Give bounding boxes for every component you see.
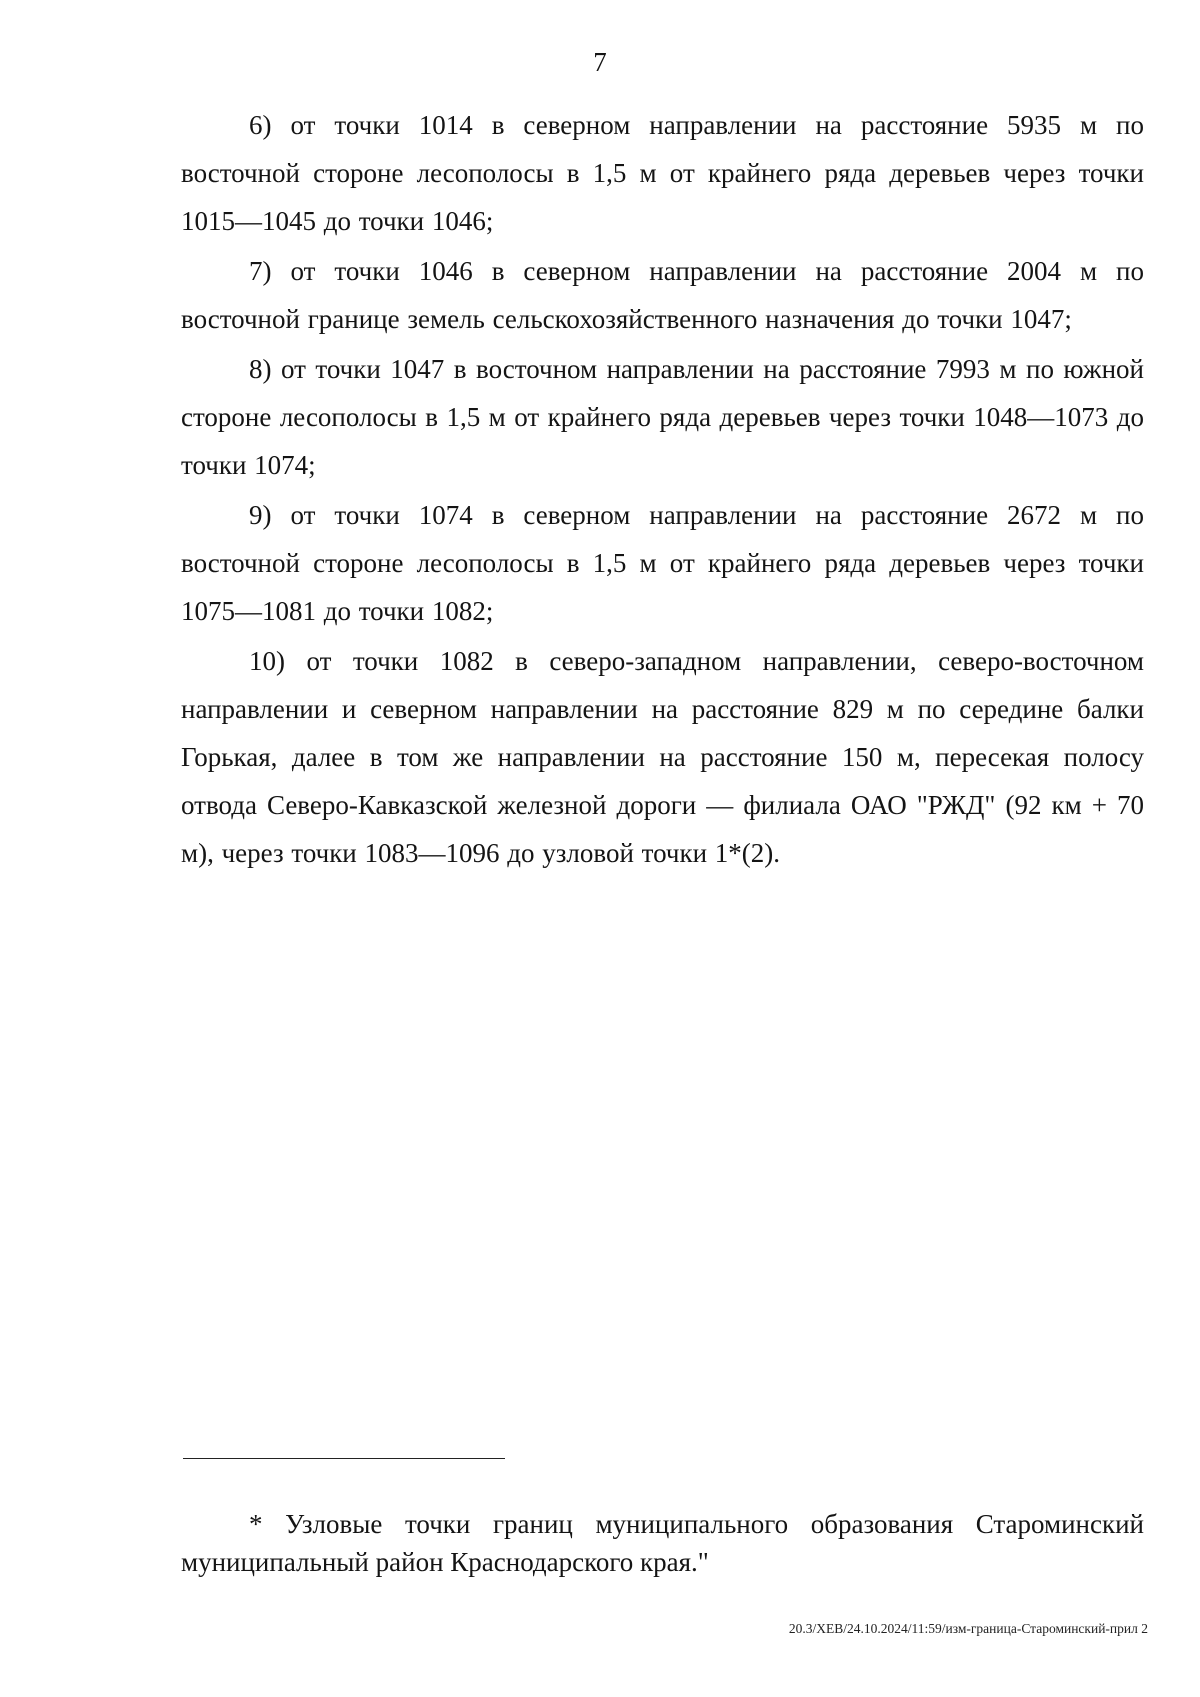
footnote-divider <box>183 1458 505 1459</box>
paragraph-item-9: 9) от точки 1074 в северном направлении на расстояние 2672 м по восточной стороне лесополосы в 1,5 м от крайнего ряда деревьев через точки 1075—1081 до точки 1082; <box>181 500 1144 626</box>
paragraph-item-8: 8) от точки 1047 в восточном направлении на расстояние 7993 м по южной стороне лесополосы в 1,5 м от крайнего ряда деревьев через точки 1048—1073 до точки 1074; <box>181 354 1144 480</box>
document-body <box>181 101 1144 879</box>
document-stamp: 20.3/ХЕВ/24.10.2024/11:59/изм-граница-Староминский-прил 2 <box>788 1621 1148 1636</box>
paragraph-item-10: 10) от точки 1082 в северо-западном направлении, северо-восточном направлении и северном направлении на расстояние 829 м по середине балки Горькая, далее в том же направлении на расстояние 150 м, пересекая полосу отвода Северо-Кавказской железной дороги — филиала ОАО "РЖД" (92 км + 70 м), через точки 1083—1096 до узловой точки 1*(2). <box>181 646 1144 868</box>
footnote: * Узловые точки границ муниципального образования Староминский муниципальный район Краснодарского края." <box>181 1509 1144 1577</box>
paragraph-item-6: 6) от точки 1014 в северном направлении на расстояние 5935 м по восточной стороне лесополосы в 1,5 м от крайнего ряда деревьев через точки 1015—1045 до точки 1046; <box>181 110 1144 236</box>
paragraph-item-7: 7) от точки 1046 в северном направлении на расстояние 2004 м по восточной границе земель сельскохозяйственного назначения до точки 1047; <box>181 256 1144 334</box>
page-number: 7 <box>593 47 607 77</box>
